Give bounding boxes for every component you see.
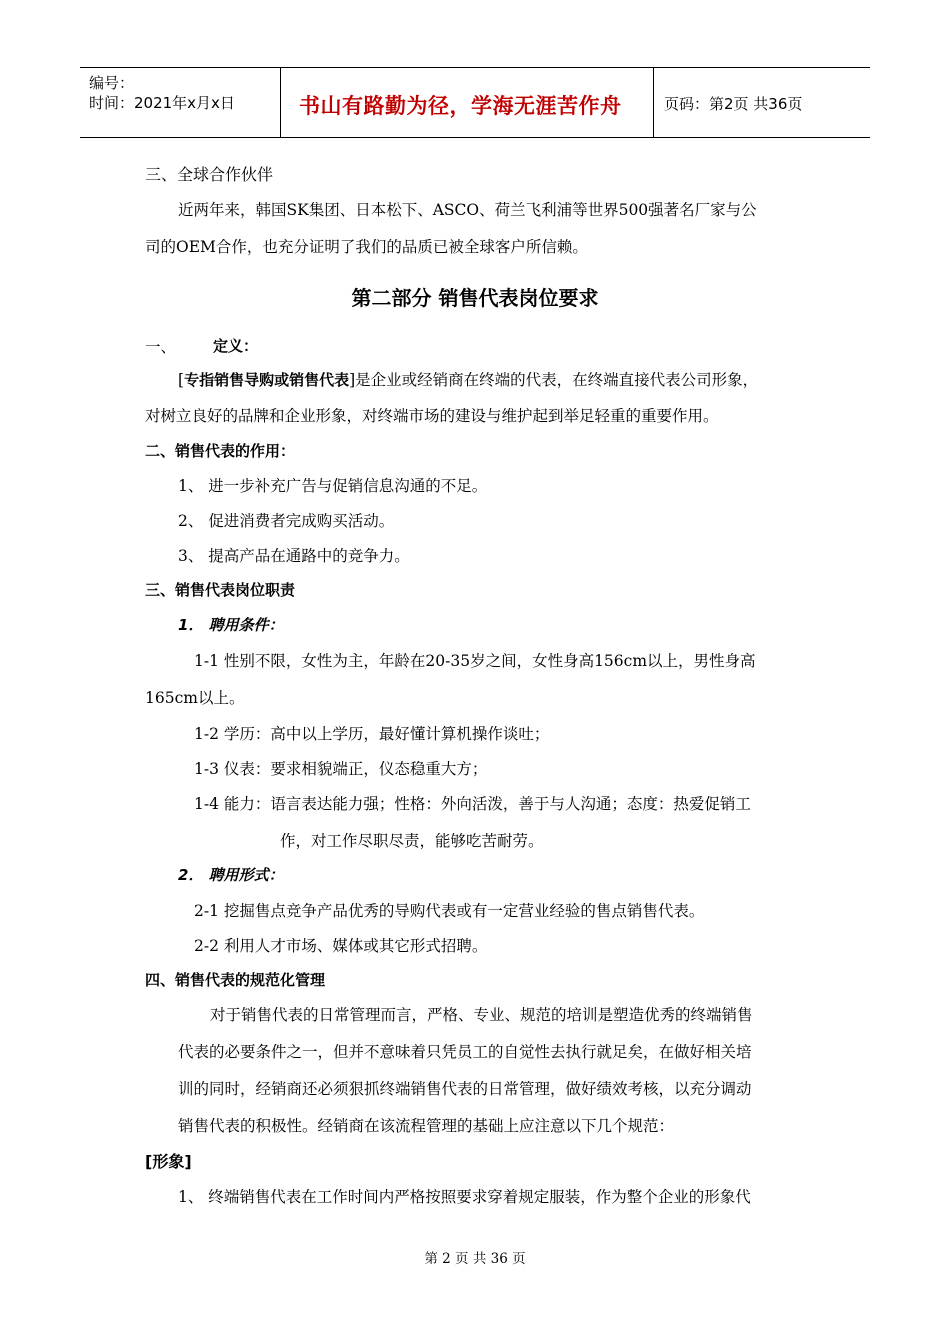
section-heading: 二、销售代表的作用：: [145, 442, 296, 460]
header-left-cell: [80, 68, 281, 137]
header-page-cell: [654, 68, 870, 137]
part-title: 第二部分 销售代表岗位要求: [351, 286, 599, 310]
list-item: 1、 终端销售代表在工作时间内严格按照要求穿着规定服装，作为整个企业的形象代: [178, 1188, 751, 1206]
paragraph-line: 销售代表的积极性。经销商在该流程管理的基础上应注意以下几个规范：: [178, 1117, 675, 1135]
section-heading: 四、销售代表的规范化管理: [145, 971, 326, 989]
page-info: 页码：第2页 共36页: [664, 95, 803, 113]
document-date: 时间：2021年x月x日: [89, 94, 235, 112]
bracket-open: [: [178, 371, 185, 389]
paragraph-line: 2-1 挖掘售点竞争产品优秀的导购代表或有一定营业经验的售点销售代表。: [194, 902, 705, 920]
definition-term: 专指销售导购或销售代表: [184, 371, 350, 389]
subsection-heading: 2． 聘用形式：: [178, 866, 284, 884]
header-motto-cell: [281, 68, 654, 137]
motto: 书山有路勤为径，学海无涯苦作舟: [299, 94, 622, 118]
paragraph-line: 1-2 学历：高中以上学历，最好懂计算机操作谈吐；: [194, 725, 550, 743]
document-number-label: 编号：: [89, 74, 135, 92]
paragraph-line: 1-3 仪表：要求相貌端正，仪态稳重大方；: [194, 760, 488, 778]
paragraph-line: 165cm以上。: [145, 689, 245, 707]
paragraph-line: 训的同时，经销商还必须狠抓终端销售代表的日常管理，做好绩效考核，以充分调动: [178, 1080, 752, 1098]
paragraph-line: 作，对工作尽职尽责，能够吃苦耐劳。: [280, 832, 544, 850]
paragraph-line: 1-1 性别不限，女性为主，年龄在20-35岁之间，女性身高156cm以上，男性身高: [194, 652, 756, 670]
paragraph-line: 2-2 利用人才市场、媒体或其它形式招聘。: [194, 937, 488, 955]
subsection-heading: [形象]: [145, 1152, 192, 1171]
section-heading: 三、全球合作伙伴: [145, 165, 274, 184]
paragraph-line: 1-4 能力：语言表达能力强；性格：外向活泼，善于与人沟通；态度：热爱促销工: [194, 795, 751, 813]
header-table: [80, 67, 870, 138]
subsection-heading: 1． 聘用条件：: [178, 616, 284, 634]
paragraph-line: 对树立良好的品牌和企业形象，对终端市场的建设与维护起到举足轻重的重要作用。: [145, 407, 719, 425]
paragraph-line: 对于销售代表的日常管理而言，严格、专业、规范的培训是塑造优秀的终端销售: [210, 1006, 753, 1024]
section-heading: 三、销售代表岗位职责: [145, 581, 296, 599]
definition-text: ]是企业或经销商在终端的代表，在终端直接代表公司形象，: [349, 371, 759, 389]
definition-number: 一、: [145, 338, 177, 356]
paragraph-line: 代表的必要条件之一，但并不意味着只凭员工的自觉性去执行就足矣，在做好相关培: [178, 1043, 752, 1061]
definition-line: [178, 368, 758, 390]
page-footer: 第 2 页 共 36 页: [424, 1251, 526, 1267]
list-item: 2、 促进消费者完成购买活动。: [178, 512, 395, 530]
paragraph-line: 近两年来，韩国SK集团、日本松下、ASCO、荷兰飞利浦等世界500强著名厂家与公: [178, 201, 757, 219]
list-item: 3、 提高产品在通路中的竞争力。: [178, 547, 410, 565]
paragraph-line: 司的OEM合作，也充分证明了我们的品质已被全球客户所信赖。: [145, 238, 588, 256]
list-item: 1、 进一步补充广告与促销信息沟通的不足。: [178, 477, 488, 495]
definition-heading: 定义：: [213, 337, 259, 355]
